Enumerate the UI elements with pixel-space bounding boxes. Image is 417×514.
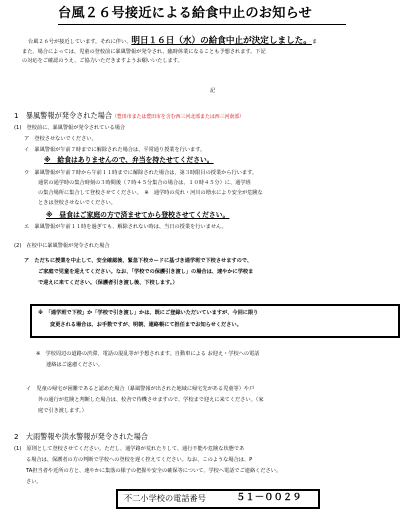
item-2-a-3: で迎えに来てください。（保護者引き渡し後、下校します。） <box>38 280 178 286</box>
item-1-i-note: ※ 給食はありませんので、弁当を持たせてください。 <box>44 156 214 164</box>
page-title: 台風２６号接近による給食中止のお知らせ <box>58 6 312 21</box>
item-1-u-1: ウ 暴風警報が午前７時から午前１１時までに解除された場合は、第３時限目の授業から行います。 <box>24 170 258 176</box>
intro-line-3: の対応をご確認のうえ、ご協力いただきますようお願いいたします。 <box>22 58 183 64</box>
item-2-a-1: ア ただちに授業を中止して、安全確認後、緊急下校カードに基づき通学班で下校させますので、 <box>24 258 253 264</box>
ki-label: 記 <box>210 88 216 94</box>
phone-box <box>116 489 320 509</box>
item-1: (1) 登校前に、暴風警報が発令されている場合 <box>14 125 126 131</box>
section-1-heading-text: 1 暴風警報が発令された場合 <box>14 111 113 120</box>
section-2-line-2: る場合は、保護者の方の判断で学校への登校を遅く控えてください。なお、このような場合は、P <box>26 457 253 463</box>
item-1-i: イ 暴風警報が午前７時までに解除された場合は、平常通り授業を行います。 <box>24 147 206 153</box>
intro-line-1-post: ま <box>311 39 318 45</box>
item-1-u-note: ※ 昼食はご家庭の方で済ませてから登校させてください。 <box>46 211 230 219</box>
item-1-e: エ 暴風警報が午前１１時を過ぎても、解除されない時は、当日の授業を行いません。 <box>24 224 227 230</box>
item-2-i-3: 庭で引き渡します。） <box>38 408 87 414</box>
section-1-region: （豊田市または豊田市を含む西三河北部または西三河南部） <box>112 114 245 120</box>
item-1-u-4: ときは登校させないでください。 <box>38 200 116 206</box>
item-2-i-1: イ 児童の帰宅が困難であると認めた場合（暴風警報が出された地域に帰宅先がある児童等）や戸 <box>26 386 255 392</box>
section-2-line-1: (1) 原則として登校させてください。ただし、通学路が荒れたりして、通行不能や危険な状態であ <box>14 446 245 452</box>
traffic-note-2: 連絡はご遠慮ください。 <box>46 362 104 368</box>
section-2-line-4: さい。 <box>26 479 42 485</box>
phone-number: ５１－００２９ <box>236 492 302 503</box>
item-2-i-2: 外の通行が危険と判断した場合は、校舎で待機させますので、学校まで迎えに来てください。（家 <box>38 397 264 403</box>
registration-box <box>30 304 400 338</box>
intro-line-1-bold: 明日１６日（水）の給食中止が決定しました。 <box>131 36 312 46</box>
section-1-heading <box>14 111 244 120</box>
section-2-heading: 2 大雨警報や洪水警報が発令された場合 <box>14 432 148 441</box>
item-2: (2) 在校中に暴風警報が発令された場合 <box>14 243 110 249</box>
item-1-u-2: 通常の通学時の集合時刻の３時間後（７時４５分集合の場合は、１０時４５分）に、通学班 <box>38 180 251 186</box>
item-1-a: ア 登校させないでください。 <box>24 136 97 142</box>
intro-line-2: また、場合によっては、児童の登校前に暴風警報が発令され、臨時休業になることも予想されます。下記 <box>22 49 266 55</box>
intro-line-1-pre: 台風２６号が接近しています。それに伴い、 <box>28 39 132 45</box>
registration-line-1: ※ 「通学班で下校」か「学校で引き渡し」かは、既にご登録いただいていますが、今回に限り <box>38 310 259 316</box>
registration-line-2: 変更される場合は、お手数ですが、明朝、連絡帳にて担任までお知らせください。 <box>50 322 242 328</box>
phone-label: 不二小学校の電話番号 <box>124 493 206 503</box>
item-2-a-2: ご家庭で児童を迎えてください。なお、「学校での保護引き渡し」の場合は、速やかに学校ま <box>38 269 254 275</box>
section-2-line-3: TA担当者や近所の方と、速やかに集落の様子の把握や安全の確保等について、学校へ電話でご連絡ください。 <box>26 468 282 474</box>
title-underline <box>58 24 346 25</box>
traffic-note-1: ※ 学校周辺の道路の渋滞、電話の混乱等が予想されます。自動車による お迎え・学校への電話 <box>36 351 260 357</box>
intro-line-1 <box>28 36 317 47</box>
item-1-u-3: の集合場所に集合して登校させてください。 ※ 通学時の荒れ・河川の増水により安全が危険な <box>38 190 263 196</box>
